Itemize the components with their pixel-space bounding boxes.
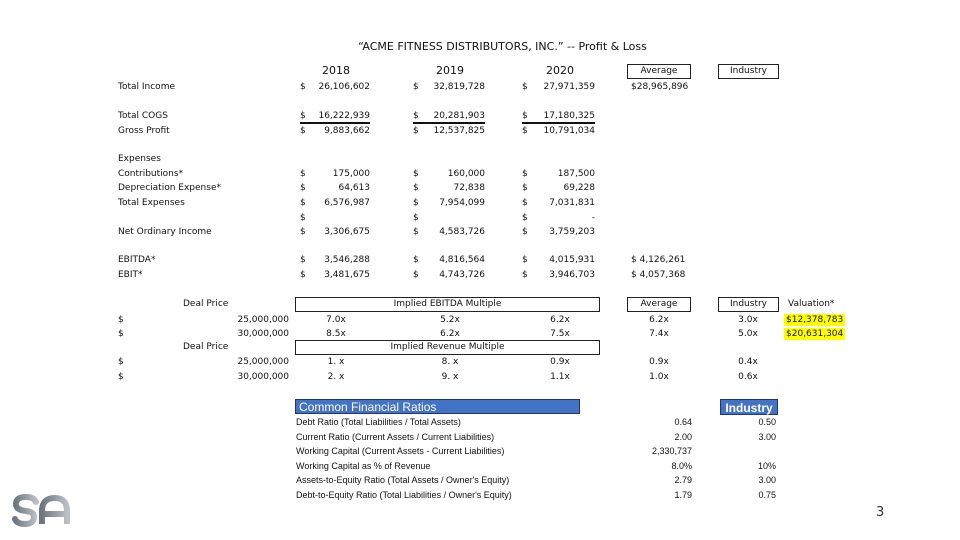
cell-value: 32,819,728 bbox=[433, 82, 485, 92]
multiple-value: 0.9x bbox=[550, 357, 570, 367]
currency-symbol: $ bbox=[300, 183, 306, 193]
valuation-header: Valuation* bbox=[788, 299, 835, 309]
currency-symbol: $ bbox=[300, 169, 306, 179]
valuation-value: $20,631,304 bbox=[786, 329, 844, 339]
cell-value: 7,954,099 bbox=[439, 198, 485, 208]
row-label: Depreciation Expense* bbox=[118, 183, 221, 193]
cell-value: 3,759,203 bbox=[549, 227, 595, 237]
currency-symbol: $ bbox=[522, 227, 528, 237]
cell-value: 3,306,675 bbox=[324, 227, 370, 237]
currency-symbol: $ bbox=[300, 227, 306, 237]
multiple-average: 6.2x bbox=[649, 315, 669, 325]
deal-price: 25,000,000 bbox=[237, 315, 289, 325]
cell-value: 187,500 bbox=[557, 169, 595, 179]
cell-value: 64,613 bbox=[338, 183, 370, 193]
currency-symbol: $ bbox=[118, 315, 124, 325]
cell-value: 175,000 bbox=[332, 169, 370, 179]
cell-value: 12,537,825 bbox=[433, 126, 485, 136]
ratio-industry: 0.75 bbox=[758, 489, 776, 500]
ebitda-multiple-header: Implied EBITDA Multiple bbox=[295, 297, 600, 312]
currency-symbol: $ bbox=[522, 82, 528, 92]
ratio-industry: 3.00 bbox=[758, 475, 776, 485]
deal-price: 30,000,000 bbox=[237, 372, 289, 382]
currency-symbol: $ bbox=[522, 126, 528, 136]
multiple-value: 6.2x bbox=[440, 329, 460, 339]
currency-symbol: $ bbox=[413, 183, 419, 193]
cell-value: 26,106,602 bbox=[318, 82, 370, 92]
cell-value: 4,816,564 bbox=[439, 255, 485, 265]
currency-symbol: $ bbox=[118, 357, 124, 367]
cell-value: - bbox=[591, 213, 595, 223]
currency-symbol: $ bbox=[300, 270, 306, 280]
currency-symbol: $ bbox=[300, 111, 306, 121]
multiple-value: 6.2x bbox=[550, 315, 570, 325]
ratio-industry: 10% bbox=[757, 460, 776, 471]
ratio-value: 2.79 bbox=[674, 475, 692, 485]
ratio-value: 8.0% bbox=[671, 460, 692, 471]
currency-symbol: $ bbox=[413, 126, 419, 136]
cell-value: 17,180,325 bbox=[543, 111, 595, 121]
ratios-industry-header: Industry bbox=[720, 399, 778, 415]
multiple-average: 1.0x bbox=[649, 372, 669, 382]
ratio-label: Working Capital (Current Assets - Current Liabilities) bbox=[296, 446, 505, 456]
company-logo bbox=[12, 494, 72, 534]
year-2020: 2020 bbox=[546, 64, 574, 77]
currency-symbol: $ bbox=[413, 82, 419, 92]
average-value: $ 4,057,368 bbox=[631, 270, 686, 280]
deal-price: 25,000,000 bbox=[237, 357, 289, 367]
ratios-header: Common Financial Ratios bbox=[295, 399, 580, 414]
multiple-value: 2. x bbox=[327, 372, 345, 382]
row-label: Total Expenses bbox=[118, 198, 185, 208]
multiple-value: 5.2x bbox=[440, 315, 460, 325]
average-value: $28,965,896 bbox=[631, 82, 689, 92]
underline bbox=[413, 122, 485, 124]
multiple-value: 7.5x bbox=[550, 329, 570, 339]
multiple-value: 8.5x bbox=[326, 329, 346, 339]
currency-symbol: $ bbox=[522, 213, 528, 223]
multiple-industry: 3.0x bbox=[738, 315, 758, 325]
cell-value: 7,031,831 bbox=[549, 198, 595, 208]
cell-value: 20,281,903 bbox=[433, 111, 485, 121]
ratio-label: Debt-to-Equity Ratio (Total Liabilities / Owner's Equity) bbox=[296, 489, 512, 500]
row-label: Expenses bbox=[118, 154, 161, 164]
currency-symbol: $ bbox=[300, 126, 306, 136]
ratio-industry: 0.50 bbox=[758, 417, 776, 427]
underline bbox=[300, 122, 370, 124]
currency-symbol: $ bbox=[413, 270, 419, 280]
ratio-value: 2,330,737 bbox=[651, 446, 692, 456]
ratio-value: 1.79 bbox=[674, 489, 692, 500]
currency-symbol: $ bbox=[413, 213, 419, 223]
cell-value: 9,883,662 bbox=[324, 126, 370, 136]
average-header: Average bbox=[627, 64, 691, 79]
multiple-industry: 5.0x bbox=[738, 329, 758, 339]
page-number: 3 bbox=[876, 505, 885, 520]
row-label: Contributions* bbox=[118, 169, 184, 179]
currency-symbol: $ bbox=[118, 329, 124, 339]
ratio-label: Debt Ratio (Total Liabilities / Total Assets) bbox=[296, 417, 461, 427]
cell-value: 6,576,987 bbox=[324, 198, 370, 208]
multiple-average: 0.9x bbox=[649, 357, 669, 367]
valuation-value: $12,378,783 bbox=[786, 315, 844, 325]
currency-symbol: $ bbox=[413, 169, 419, 179]
cell-value: 4,583,726 bbox=[439, 227, 485, 237]
row-label: EBIT* bbox=[118, 270, 143, 280]
ratio-label: Current Ratio (Current Assets / Current Liabilities) bbox=[296, 431, 495, 442]
cell-value: 3,546,288 bbox=[324, 255, 370, 265]
row-label: Total Income bbox=[118, 82, 175, 92]
average-value: $ 4,126,261 bbox=[631, 255, 686, 265]
multiple-industry: 0.4x bbox=[738, 357, 758, 367]
multiple-value: 7.0x bbox=[326, 315, 346, 325]
ratio-label: Assets-to-Equity Ratio (Total Assets / Owner's Equity) bbox=[296, 475, 510, 485]
ratio-value: 2.00 bbox=[674, 431, 692, 442]
currency-symbol: $ bbox=[522, 169, 528, 179]
currency-symbol: $ bbox=[413, 255, 419, 265]
currency-symbol: $ bbox=[522, 255, 528, 265]
cell-value: 160,000 bbox=[447, 169, 485, 179]
ratio-label: Working Capital as % of Revenue bbox=[296, 460, 431, 471]
cell-value: 4,015,931 bbox=[549, 255, 595, 265]
cell-value: 4,743,726 bbox=[439, 270, 485, 280]
cell-value: 27,971,359 bbox=[543, 82, 595, 92]
currency-symbol: $ bbox=[522, 111, 528, 121]
multiple-value: 1. x bbox=[327, 357, 345, 367]
cell-value: 72,838 bbox=[453, 183, 485, 193]
row-label: Net Ordinary Income bbox=[118, 227, 212, 237]
multiple-average: 7.4x bbox=[649, 329, 669, 339]
underline bbox=[522, 122, 595, 124]
cell-value: 10,791,034 bbox=[543, 126, 595, 136]
cell-value: 3,946,703 bbox=[549, 270, 595, 280]
deal-price-label: Deal Price bbox=[183, 299, 229, 309]
deal-price-label-2: Deal Price bbox=[183, 342, 229, 352]
cell-value: 16,222,939 bbox=[318, 111, 370, 121]
currency-symbol: $ bbox=[118, 372, 124, 382]
year-2019: 2019 bbox=[436, 64, 464, 77]
multiple-industry: 0.6x bbox=[738, 372, 758, 382]
currency-symbol: $ bbox=[300, 213, 306, 223]
ratio-value: 0.64 bbox=[674, 417, 692, 427]
currency-symbol: $ bbox=[522, 270, 528, 280]
row-label: Gross Profit bbox=[118, 126, 170, 136]
currency-symbol: $ bbox=[300, 198, 306, 208]
industry-header: Industry bbox=[718, 64, 779, 79]
multiple-value: 9. x bbox=[441, 372, 459, 382]
revenue-multiple-header: Implied Revenue Multiple bbox=[295, 340, 600, 355]
ratio-industry: 3.00 bbox=[758, 431, 776, 442]
currency-symbol: $ bbox=[300, 82, 306, 92]
cell-value: 3,481,675 bbox=[324, 270, 370, 280]
deal-price: 30,000,000 bbox=[237, 329, 289, 339]
year-2018: 2018 bbox=[322, 64, 350, 77]
deal-industry-header: Industry bbox=[718, 297, 779, 312]
currency-symbol: $ bbox=[522, 198, 528, 208]
page-title: “ACME FITNESS DISTRIBUTORS, INC.” -- Profit & Loss bbox=[358, 40, 647, 53]
currency-symbol: $ bbox=[300, 255, 306, 265]
deal-average-header: Average bbox=[627, 297, 691, 312]
currency-symbol: $ bbox=[413, 227, 419, 237]
currency-symbol: $ bbox=[413, 111, 419, 121]
multiple-value: 1.1x bbox=[550, 372, 570, 382]
row-label: Total COGS bbox=[118, 111, 168, 121]
row-label: EBITDA* bbox=[118, 255, 156, 265]
currency-symbol: $ bbox=[522, 183, 528, 193]
cell-value: 69,228 bbox=[563, 183, 595, 193]
currency-symbol: $ bbox=[413, 198, 419, 208]
multiple-value: 8. x bbox=[441, 357, 459, 367]
